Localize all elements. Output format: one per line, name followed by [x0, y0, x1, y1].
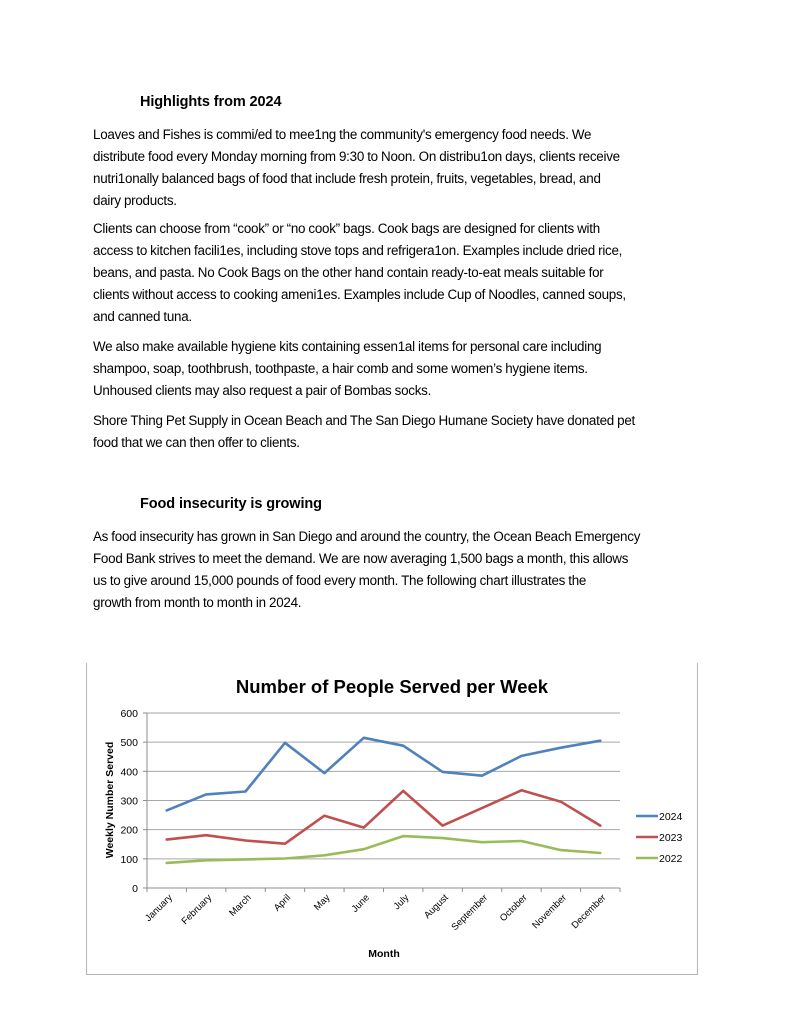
x-tick-label: February	[179, 892, 215, 928]
x-axis-ticks	[143, 888, 620, 933]
legend-label-2023: 2023	[659, 832, 683, 844]
x-tick-label: July	[391, 892, 412, 913]
series-line-2023	[167, 790, 601, 843]
x-tick-label: August	[422, 892, 451, 922]
text-line: shampoo, soap, toothbrush, toothpaste, a hair comb and some women’s hygiene items.	[93, 361, 588, 376]
x-tick-label: May	[312, 892, 333, 913]
text-line: beans, and pasta. No Cook Bags on the other hand contain ready-to-eat meals suitable for	[93, 265, 604, 280]
text-line: Shore Thing Pet Supply in Ocean Beach and The San Diego Humane Society have donated pet	[93, 413, 635, 428]
text-line: We also make available hygiene kits containing essen1al items for personal care including	[93, 339, 602, 354]
y-tick-label: 300	[120, 795, 138, 808]
legend-label-2022: 2022	[659, 853, 683, 865]
text-line: As food insecurity has grown in San Diego and around the country, the Ocean Beach Emergency	[93, 529, 641, 544]
y-tick-label: 200	[120, 824, 138, 837]
text-line: and canned tuna.	[93, 309, 192, 324]
x-tick-label: November	[530, 892, 569, 932]
text-line: nutri1onally balanced bags of food that include fresh protein, fruits, vegetables, bread, and	[93, 171, 601, 186]
x-tick-label: March	[227, 892, 254, 919]
chart-title: Number of People Served per Week	[235, 676, 549, 697]
text-line: distribute food every Monday morning from 9:30 to Noon. On distribu1on days, clients receive	[93, 149, 620, 164]
section-heading-highlights: Highlights from 2024	[140, 94, 282, 110]
series-line-2024	[167, 738, 601, 811]
x-tick-label: June	[349, 892, 372, 915]
y-tick-label: 500	[120, 737, 138, 750]
text-line: Loaves and Fishes is commi/ed to mee1ng the community's emergency food needs. We	[93, 127, 592, 142]
section-heading-food-insecurity: Food insecurity is growing	[140, 496, 322, 512]
x-tick-label: April	[271, 892, 294, 914]
x-axis-label: Month	[368, 948, 400, 960]
text-line: access to kitchen facili1es, including stove tops and refrigera1on. Examples include dried rice,	[93, 243, 623, 258]
text-line: clients without access to cooking ameni1es. Examples include Cup of Noodles, canned soups,	[93, 287, 626, 302]
y-tick-label: 400	[120, 766, 138, 779]
x-tick-label: January	[143, 892, 175, 925]
y-axis-label: Weekly Number Served	[104, 741, 116, 859]
text-line: Food Bank strives to meet the demand. We are now averaging 1,500 bags a month, this allows	[93, 551, 629, 566]
x-tick-label: October	[497, 892, 530, 925]
y-tick-label: 600	[120, 708, 138, 720]
text-line: Clients can choose from “cook” or “no cook” bags. Cook bags are designed for clients with	[93, 221, 600, 236]
x-tick-label: September	[449, 892, 491, 933]
y-axis-ticks	[120, 708, 147, 895]
x-tick-label: December	[569, 892, 609, 932]
y-tick-label: 100	[120, 853, 138, 866]
text-line: dairy products.	[93, 193, 177, 208]
text-line: food that we can then offer to clients.	[93, 435, 300, 450]
text-line: growth from month to month in 2024.	[93, 595, 302, 610]
y-tick-label: 0	[132, 883, 138, 895]
chart-legend	[636, 811, 683, 865]
legend-label-2024: 2024	[659, 811, 683, 823]
chart-gridlines	[147, 713, 620, 888]
text-line: Unhoused clients may also request a pair of Bombas socks.	[93, 383, 432, 398]
text-line: us to give around 15,000 pounds of food every month. The following chart illustrates the	[93, 573, 587, 588]
